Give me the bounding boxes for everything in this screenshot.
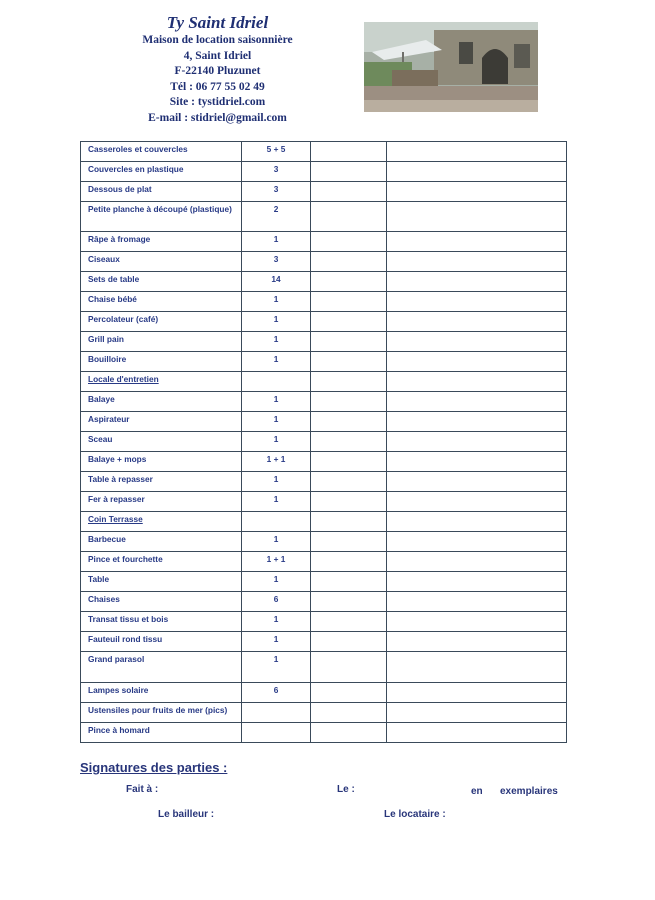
address-line-2: F-22140 Pluzunet <box>174 65 261 78</box>
table-row <box>81 452 567 472</box>
item-quantity: 3 <box>242 182 311 202</box>
blank-cell-remarks <box>387 532 567 552</box>
blank-cell-remarks <box>387 232 567 252</box>
item-name: Ciseaux <box>81 252 242 272</box>
item-quantity: 3 <box>242 252 311 272</box>
table-row <box>81 632 567 652</box>
blank-cell-arrival <box>311 652 387 683</box>
table-row <box>81 612 567 632</box>
table-row <box>81 142 567 162</box>
item-quantity: 1 <box>242 392 311 412</box>
blank-cell-remarks <box>387 452 567 472</box>
item-quantity: 3 <box>242 162 311 182</box>
site-line: Site : tystidriel.com <box>169 96 266 109</box>
blank-cell-arrival <box>311 492 387 512</box>
house-name: Ty Saint Idriel <box>166 13 269 32</box>
inventory-table <box>80 141 567 743</box>
exemplaires-label: exemplaires <box>500 786 558 797</box>
item-name: Fauteuil rond tissu <box>81 632 242 652</box>
item-name: Barbecue <box>81 532 242 552</box>
blank-cell-remarks <box>387 252 567 272</box>
item-name: Aspirateur <box>81 412 242 432</box>
table-row <box>81 292 567 312</box>
item-quantity: 1 <box>242 472 311 492</box>
table-row <box>81 703 567 723</box>
blank-cell-remarks <box>387 632 567 652</box>
blank-cell-remarks <box>387 572 567 592</box>
blank-cell-arrival <box>311 572 387 592</box>
blank-cell-arrival <box>311 512 387 532</box>
blank-cell-remarks <box>387 723 567 743</box>
blank-cell-remarks <box>387 142 567 162</box>
item-quantity: 1 <box>242 312 311 332</box>
item-quantity: 1 <box>242 292 311 312</box>
blank-cell-arrival <box>311 612 387 632</box>
blank-cell-arrival <box>311 372 387 392</box>
section-label: Locale d'entretien <box>81 372 242 392</box>
item-quantity: 6 <box>242 592 311 612</box>
blank-cell-remarks <box>387 392 567 412</box>
item-name: Grand parasol <box>81 652 242 683</box>
item-name: Bouilloire <box>81 352 242 372</box>
table-row <box>81 532 567 552</box>
item-name: Casseroles et couvercles <box>81 142 242 162</box>
house-photo <box>364 22 538 112</box>
table-row <box>81 723 567 743</box>
table-row <box>81 232 567 252</box>
signatures-title: Signatures des parties : <box>80 760 228 775</box>
table-row <box>81 162 567 182</box>
item-name: Pince et fourchette <box>81 552 242 572</box>
bailleur-label: Le bailleur : <box>158 809 215 820</box>
item-name: Sets de table <box>81 272 242 292</box>
item-name: Grill pain <box>81 332 242 352</box>
blank-cell-arrival <box>311 552 387 572</box>
blank-cell-arrival <box>311 683 387 703</box>
item-quantity: 6 <box>242 683 311 703</box>
item-quantity: 14 <box>242 272 311 292</box>
blank-cell-remarks <box>387 683 567 703</box>
blank-cell-remarks <box>387 412 567 432</box>
item-name: Chaises <box>81 592 242 612</box>
table-row <box>81 592 567 612</box>
item-name: Petite planche à découpé (plastique) <box>81 202 242 232</box>
table-row <box>81 412 567 432</box>
blank-cell-remarks <box>387 182 567 202</box>
blank-cell-remarks <box>387 703 567 723</box>
item-quantity: 1 <box>242 352 311 372</box>
item-quantity: 1 <box>242 572 311 592</box>
table-row <box>81 392 567 412</box>
item-quantity <box>242 723 311 743</box>
item-name: Couvercles en plastique <box>81 162 242 182</box>
blank-cell-arrival <box>311 532 387 552</box>
blank-cell-remarks <box>387 292 567 312</box>
item-name: Balaye <box>81 392 242 412</box>
blank-cell-remarks <box>387 492 567 512</box>
item-name: Dessous de plat <box>81 182 242 202</box>
blank-cell-remarks <box>387 202 567 232</box>
section-row <box>81 372 567 392</box>
blank-cell-arrival <box>311 182 387 202</box>
item-name: Balaye + mops <box>81 452 242 472</box>
item-quantity: 1 <box>242 232 311 252</box>
blank-cell-arrival <box>311 632 387 652</box>
item-quantity: 1 <box>242 632 311 652</box>
blank-cell-arrival <box>311 432 387 452</box>
item-name: Pince à homard <box>81 723 242 743</box>
item-name: Sceau <box>81 432 242 452</box>
item-name: Percolateur (café) <box>81 312 242 332</box>
phone-line: Tél : 06 77 55 02 49 <box>170 80 265 93</box>
blank-cell-remarks <box>387 162 567 182</box>
blank-cell-remarks <box>387 512 567 532</box>
item-name: Ustensiles pour fruits de mer (pics) <box>81 703 242 723</box>
table-row <box>81 182 567 202</box>
document-header <box>95 12 340 127</box>
table-row <box>81 683 567 703</box>
item-quantity: 1 <box>242 612 311 632</box>
blank-cell-remarks <box>387 352 567 372</box>
item-name: Transat tissu et bois <box>81 612 242 632</box>
table-row <box>81 552 567 572</box>
house-subtitle: Maison de location saisonnière <box>142 34 293 46</box>
table-row <box>81 272 567 292</box>
item-quantity: 1 + 1 <box>242 452 311 472</box>
blank-cell-remarks <box>387 652 567 683</box>
item-quantity <box>242 512 311 532</box>
locataire-label: Le locataire : <box>384 809 446 820</box>
blank-cell-remarks <box>387 612 567 632</box>
blank-cell-arrival <box>311 723 387 743</box>
item-quantity: 1 <box>242 652 311 683</box>
blank-cell-arrival <box>311 272 387 292</box>
table-row <box>81 252 567 272</box>
en-label: en <box>471 786 483 797</box>
item-quantity: 1 <box>242 432 311 452</box>
blank-cell-arrival <box>311 232 387 252</box>
item-quantity <box>242 372 311 392</box>
item-name: Fer à repasser <box>81 492 242 512</box>
blank-cell-remarks <box>387 312 567 332</box>
terrace-photo-illustration <box>364 22 538 112</box>
address-line-1: 4, Saint Idriel <box>183 49 252 62</box>
table-row <box>81 652 567 683</box>
blank-cell-remarks <box>387 272 567 292</box>
table-row <box>81 432 567 452</box>
blank-cell-arrival <box>311 703 387 723</box>
item-quantity: 1 + 1 <box>242 552 311 572</box>
blank-cell-arrival <box>311 292 387 312</box>
item-quantity <box>242 703 311 723</box>
table-row <box>81 332 567 352</box>
table-row <box>81 352 567 372</box>
blank-cell-arrival <box>311 472 387 492</box>
fait-a-label: Fait à : <box>126 784 159 795</box>
blank-cell-remarks <box>387 372 567 392</box>
section-label: Coin Terrasse <box>81 512 242 532</box>
item-name: Chaise bébé <box>81 292 242 312</box>
blank-cell-arrival <box>311 592 387 612</box>
table-row <box>81 312 567 332</box>
date-label: Le : <box>337 784 355 795</box>
blank-cell-remarks <box>387 592 567 612</box>
email-line: E-mail : stidriel@gmail.com <box>148 111 287 124</box>
blank-cell-arrival <box>311 252 387 272</box>
blank-cell-arrival <box>311 202 387 232</box>
blank-cell-remarks <box>387 472 567 492</box>
item-quantity: 1 <box>242 532 311 552</box>
item-quantity: 1 <box>242 332 311 352</box>
blank-cell-arrival <box>311 352 387 372</box>
blank-cell-remarks <box>387 332 567 352</box>
blank-cell-arrival <box>311 142 387 162</box>
item-quantity: 1 <box>242 412 311 432</box>
item-quantity: 5 + 5 <box>242 142 311 162</box>
table-row <box>81 472 567 492</box>
blank-cell-remarks <box>387 432 567 452</box>
blank-cell-arrival <box>311 312 387 332</box>
blank-cell-arrival <box>311 332 387 352</box>
blank-cell-arrival <box>311 452 387 472</box>
table-row <box>81 202 567 232</box>
table-row <box>81 572 567 592</box>
item-name: Table à repasser <box>81 472 242 492</box>
table-row <box>81 492 567 512</box>
section-row <box>81 512 567 532</box>
blank-cell-arrival <box>311 412 387 432</box>
item-quantity: 2 <box>242 202 311 232</box>
item-name: Lampes solaire <box>81 683 242 703</box>
blank-cell-arrival <box>311 162 387 182</box>
item-name: Râpe à fromage <box>81 232 242 252</box>
item-name: Table <box>81 572 242 592</box>
item-quantity: 1 <box>242 492 311 512</box>
blank-cell-remarks <box>387 552 567 572</box>
blank-cell-arrival <box>311 392 387 412</box>
